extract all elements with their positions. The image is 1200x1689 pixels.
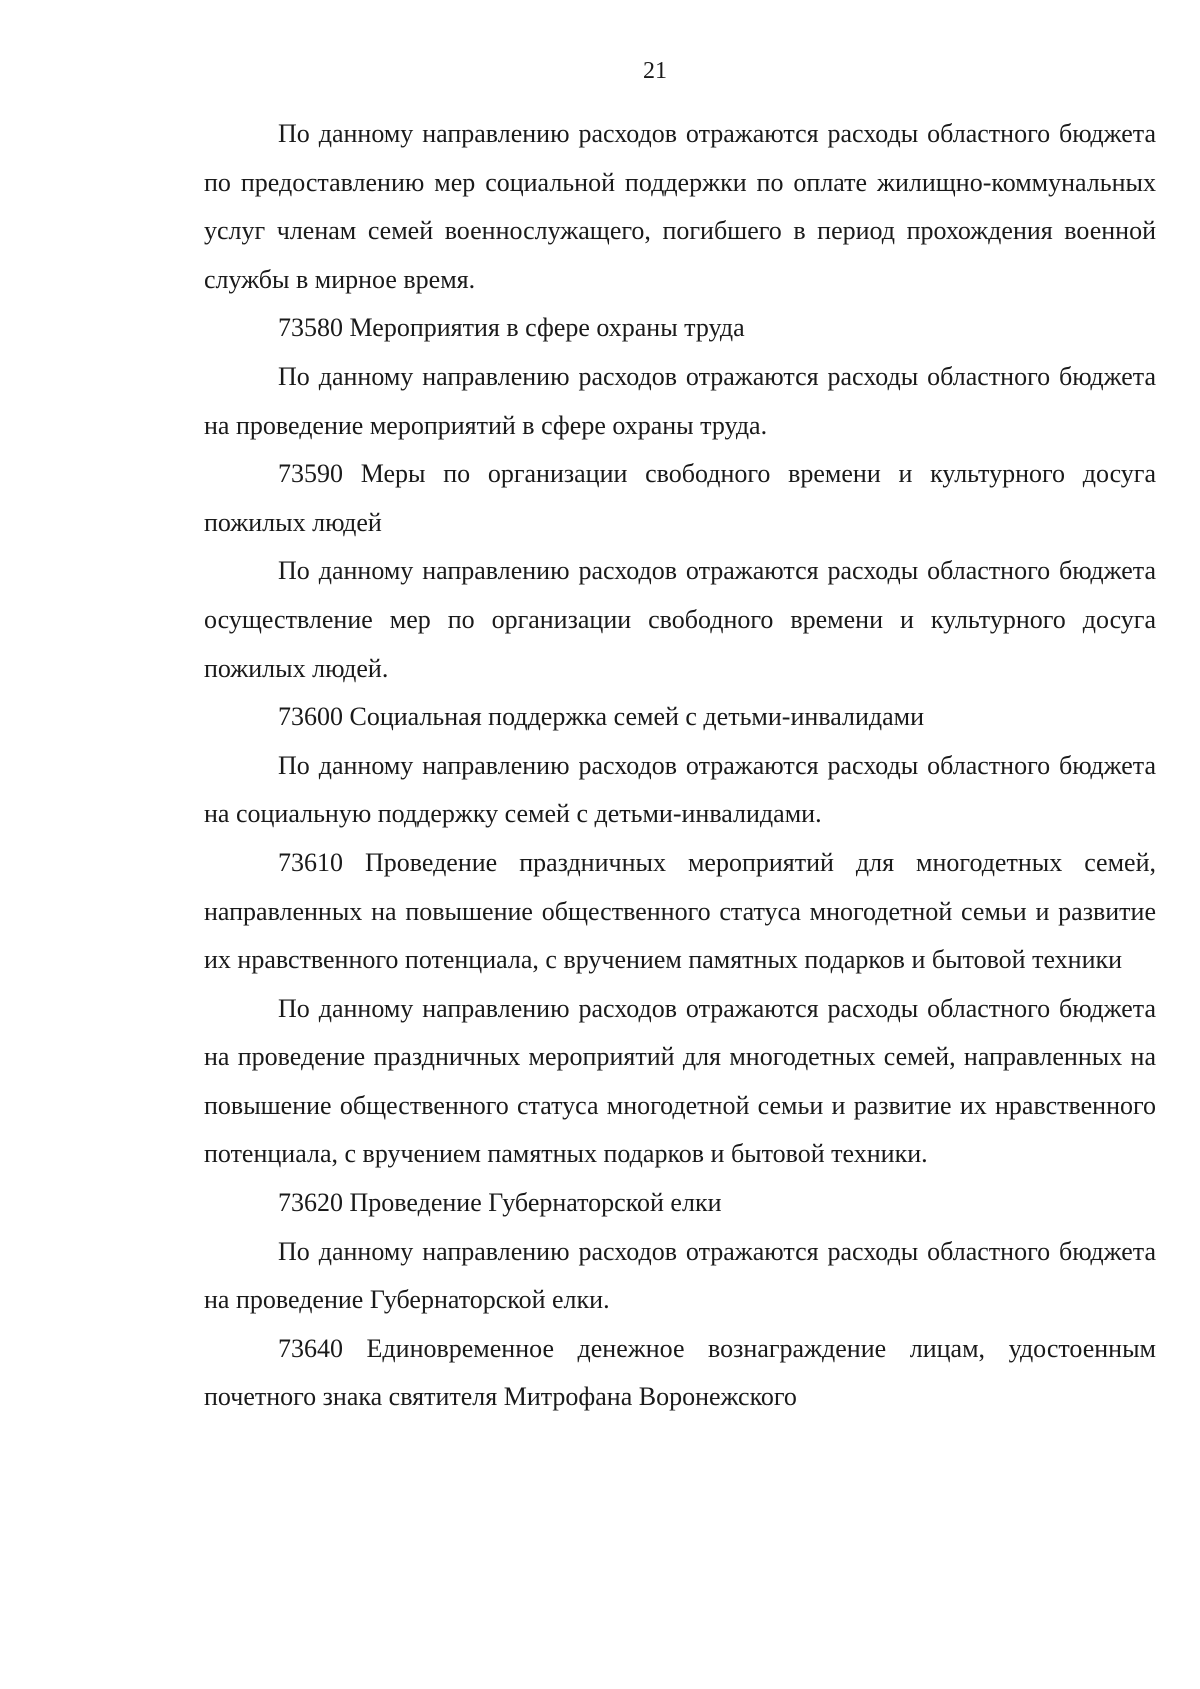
paragraph-code-73600: 73600 Социальная поддержка семей с детьми-инвалидами (278, 702, 925, 732)
paragraph-code-73590: 73590 Меры по организации свободного времени и культурного досуга пожилых людей (204, 459, 1156, 537)
document-body (204, 110, 1156, 1422)
paragraph-code-73640: 73640 Единовременное денежное вознаграждение лицам, удостоенным почетного знака святителя Митрофана Воронежского (204, 1333, 1156, 1412)
paragraph-description-73610: По данному направлению расходов отражаются расходы областного бюджета на проведение праздничных мероприятий для многодетных семей, направленных на повышение общественного статуса многодетной семьи и развитие их нравственного потенциала, с вручением памятных подарков и бытовой техники. (204, 993, 1156, 1169)
paragraph-description-73620: По данному направлению расходов отражаются расходы областного бюджета на проведение Губернаторской елки. (204, 1236, 1156, 1315)
paragraph-description-73600: По данному направлению расходов отражаются расходы областного бюджета на социальную поддержку семей с детьми-инвалидами. (204, 750, 1156, 829)
paragraph-description-73570: По данному направлению расходов отражаются расходы областного бюджета по предоставлению мер социальной поддержки по оплате жилищно-коммунальных услуг членам семей военнослужащего, погибшего в период прохождения военной службы в мирное время. (204, 119, 1156, 294)
paragraph-description-73580: По данному направлению расходов отражаются расходы областного бюджета на проведение мероприятий в сфере охраны труда. (204, 361, 1156, 440)
paragraph-code-73620: 73620 Проведение Губернаторской елки (278, 1188, 722, 1218)
page-number: 21 (643, 58, 667, 84)
paragraph-code-73610: 73610 Проведение праздничных мероприятий для многодетных семей, направленных на повышение общественного статуса многодетной семьи и развитие их нравственного потенциала, с вручением памятных подарков и бытовой техники (204, 847, 1156, 975)
paragraph-code-73580: 73580 Мероприятия в сфере охраны труда (278, 313, 745, 343)
paragraph-description-73590: По данному направлению расходов отражаются расходы областного бюджета осуществление мер по организации свободного времени и культурного досуга пожилых людей. (204, 556, 1156, 683)
